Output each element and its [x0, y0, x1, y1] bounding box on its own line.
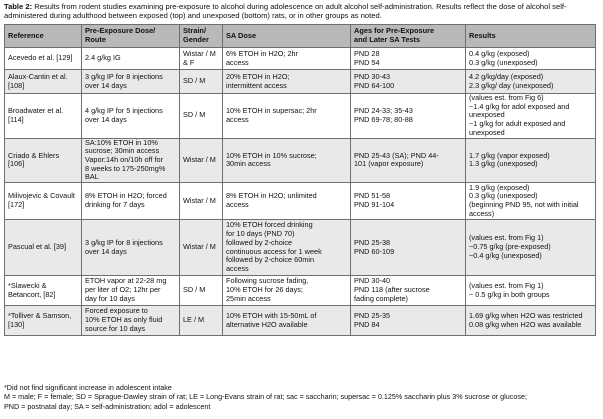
cell-ages: PND 25-35 PND 84	[351, 306, 466, 336]
table-row	[5, 94, 596, 139]
cell-strain: SD / M	[180, 70, 223, 94]
results-table	[4, 24, 596, 336]
cell-results: 4.2 g/kg/day (exposed) 2.3 g/kg/ day (unexposed)	[466, 70, 596, 94]
cell-results: (values est. from Fig 1) ~ 0.5 g/kg in both groups	[466, 276, 596, 306]
cell-reference: Criado & Ehlers [106]	[5, 138, 82, 183]
table-row	[5, 306, 596, 336]
header-ages: Ages for Pre-Exposure and Later SA Tests	[351, 25, 466, 48]
cell-reference: *Tolliver & Samson, [130]	[5, 306, 82, 336]
header-pre-exposure: Pre-Exposure Dose/ Route	[82, 25, 180, 48]
cell-pre-exposure: Forced exposure to 10% ETOH as only fluid source for 10 days	[82, 306, 180, 336]
cell-ages: PND 28 PND 54	[351, 48, 466, 70]
cell-strain: SD / M	[180, 276, 223, 306]
cell-pre-exposure: 4 g/kg IP for 5 injections over 14 days	[82, 94, 180, 139]
cell-reference: Alaux-Cantin et al. [108]	[5, 70, 82, 94]
cell-sa-dose: 10% ETOH in supersac; 2hr access	[223, 94, 351, 139]
cell-ages: PND 25-43 (SA); PND 44- 101 (vapor exposure)	[351, 138, 466, 183]
header-results: Results	[466, 25, 596, 48]
table-row	[5, 48, 596, 70]
cell-pre-exposure: ETOH vapor at 22-28 mg per liter of O2; 12hr per day for 10 days	[82, 276, 180, 306]
table-footnotes	[4, 383, 599, 411]
cell-strain: Wistar / M	[180, 183, 223, 220]
caption-text: Results from rodent studies examining pre-exposure to alcohol during adolescence on adult alcohol self-administration. Results reflect the dose of alcohol self-administered during adulthood between exposed (top) and unexposed (bottom) rats, or in other groups as noted.	[4, 2, 567, 21]
cell-results: (values est. from Fig 6) ~1.4 g/kg for adol exposed and unexposed ~1 g/kg for adult exposed and unexposed	[466, 94, 596, 139]
cell-pre-exposure: 3 g/kg IP for 8 injections over 14 days	[82, 70, 180, 94]
header-reference: Reference	[5, 25, 82, 48]
footnote-abbreviations: M = male; F = female; SD = Sprague-Dawley strain of rat; LE = Long-Evans strain of rat; sac = saccharin; supersac = 0.125% saccharin plus 3% sucrose or glucose; PND = postnatal day; SA = self-administration; adol = adolescent	[4, 392, 527, 411]
cell-reference: Pascual et al. [39]	[5, 220, 82, 276]
table-row	[5, 220, 596, 276]
cell-results: 1.69 g/kg when H2O was restricted 0.08 g/kg when H2O was available	[466, 306, 596, 336]
cell-sa-dose: 10% ETOH with 15-50mL of alternative H2O available	[223, 306, 351, 336]
cell-sa-dose: 10% ETOH in 10% sucrose; 30min access	[223, 138, 351, 183]
cell-sa-dose: 6% ETOH in H2O; 2hr access	[223, 48, 351, 70]
cell-ages: PND 24-33; 35-43 PND 69-78; 80-88	[351, 94, 466, 139]
cell-ages: PND 30-43 PND 64-100	[351, 70, 466, 94]
cell-ages: PND 30-40 PND 118 (after sucrose fading complete)	[351, 276, 466, 306]
cell-reference: Broadwater et al. [114]	[5, 94, 82, 139]
cell-ages: PND 25-38 PND 60-109	[351, 220, 466, 276]
cell-reference: Acevedo et al. [129]	[5, 48, 82, 70]
header-strain: Strain/ Gender	[180, 25, 223, 48]
table-row	[5, 70, 596, 94]
cell-sa-dose: 8% ETOH in H2O; unlimited access	[223, 183, 351, 220]
cell-pre-exposure: 2.4 g/kg IG	[82, 48, 180, 70]
cell-results: (values est. from Fig 1) ~0.75 g/kg (pre-exposed) ~0.4 g/kg (unexposed)	[466, 220, 596, 276]
cell-results: 1.7 g/kg (vapor exposed) 1.3 g/kg (unexposed)	[466, 138, 596, 183]
cell-pre-exposure: 3 g/kg IP for 8 injections over 14 days	[82, 220, 180, 276]
table-row	[5, 183, 596, 220]
cell-results: 0.4 g/kg (exposed) 0.3 g/kg (unexposed)	[466, 48, 596, 70]
table-caption	[4, 2, 599, 21]
footnote-significance: *Did not find significant increase in adolescent intake	[4, 383, 172, 392]
cell-results: 1.9 g/kg (exposed) 0.3 g/kg (unexposed) (beginning PND 95, not with initial access)	[466, 183, 596, 220]
cell-sa-dose: Following sucrose fading, 10% ETOH for 26 days; 25min access	[223, 276, 351, 306]
cell-strain: Wistar / M	[180, 138, 223, 183]
cell-reference: *Slawecki & Betancort, [82]	[5, 276, 82, 306]
caption-label: Table 2:	[4, 2, 33, 11]
cell-ages: PND 51-58 PND 91-104	[351, 183, 466, 220]
cell-strain: Wistar / M & F	[180, 48, 223, 70]
header-sa-dose: SA Dose	[223, 25, 351, 48]
cell-strain: SD / M	[180, 94, 223, 139]
cell-reference: Milivojevic & Covault [172]	[5, 183, 82, 220]
cell-strain: LE / M	[180, 306, 223, 336]
table-row	[5, 138, 596, 183]
cell-pre-exposure: 8% ETOH in H2O; forced drinking for 7 days	[82, 183, 180, 220]
cell-pre-exposure: SA:10% ETOH in 10% sucrose; 30min access Vapor:14h on/10h off for 8 weeks to 175-250mg% BAL	[82, 138, 180, 183]
cell-strain: Wistar / M	[180, 220, 223, 276]
cell-sa-dose: 10% ETOH forced drinking for 10 days (PND 70) followed by 2-choice continuous access for 1 week followed by 2-choice 60min access	[223, 220, 351, 276]
table-header-row	[5, 25, 596, 48]
table-row	[5, 276, 596, 306]
cell-sa-dose: 20% ETOH in H2O; intermittent access	[223, 70, 351, 94]
